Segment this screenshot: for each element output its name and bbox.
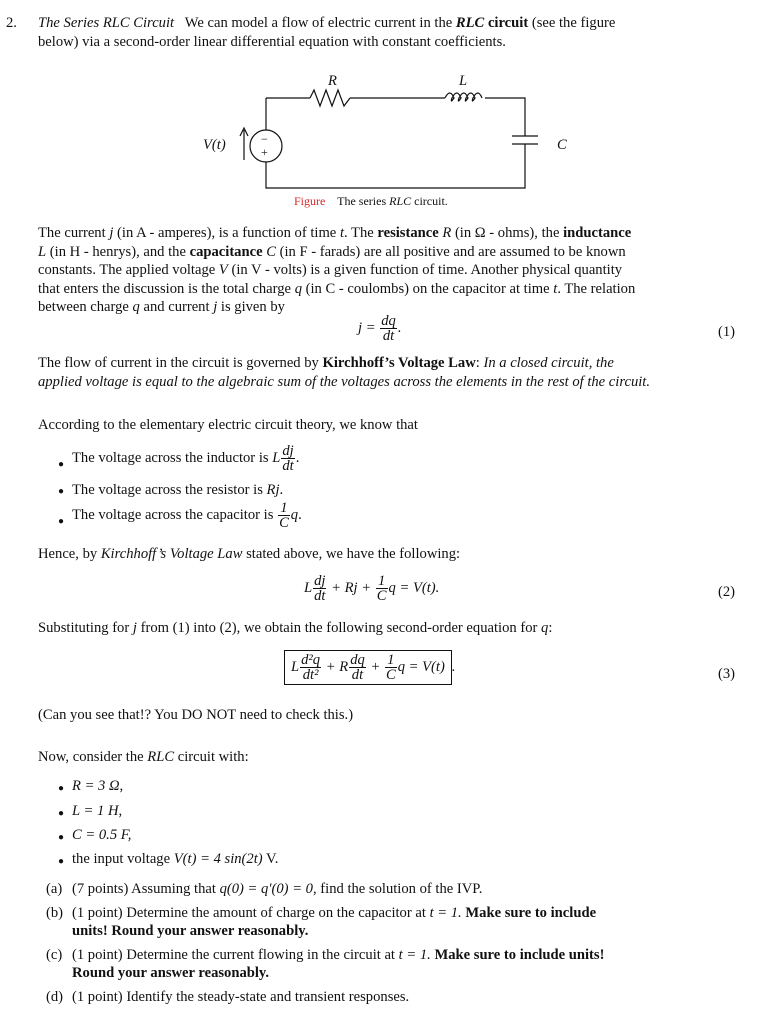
para-line-1: The current j (in A - amperes), is a function of time t. The resistance R (in Ω - ohms), the inductance: [38, 225, 632, 241]
bullet-3: ●: [58, 516, 65, 527]
equation-2: L $\frac{dj}{dt}$ + Rj + $\frac{1}{C}$ q = V(t).: [304, 573, 440, 604]
part-a-tag: (a): [46, 881, 63, 897]
part-c-tag: (c): [46, 947, 63, 963]
problem-intro: The Series RLC Circuit We can model a flow of electric current in the RLC circuit (see the figure: [38, 15, 616, 31]
para-line-2: L (in H - henrys), and the capacitance C (in F - farads) are all positive and are assumed to be known: [38, 244, 626, 260]
equation-1: j = $\frac{dq}{dt}$ .: [358, 313, 402, 344]
param-R: R = 3 Ω,: [72, 778, 124, 794]
source-minus-sign: −: [261, 132, 268, 146]
part-a: (7 points) Assuming that q(0) = q′(0) = 0, find the solution of the IVP.: [72, 881, 483, 897]
bullet-C: ●: [58, 832, 65, 843]
equation-3-number: (3): [717, 666, 735, 682]
label-L: L: [459, 73, 468, 89]
inductor-symbol: [445, 93, 482, 101]
hence-line: Hence, by Kirchhoff’s Voltage Law stated above, we have the following:: [38, 546, 461, 562]
theory-intro: According to the elementary electric circuit theory, we know that: [38, 417, 418, 433]
bullet-2: ●: [58, 486, 65, 497]
equation-1-number: (1): [717, 324, 735, 340]
capacitor-symbol: [512, 136, 538, 144]
part-c-line2: Round your answer reasonably.: [72, 965, 270, 981]
problem-number: 2.: [6, 15, 17, 31]
rlc-circuit-diagram: [190, 64, 580, 192]
source-plus-sign: +: [261, 145, 268, 159]
para-line-3: constants. The applied voltage V (in V - volts) is a given function of time. Another physical quantity: [38, 262, 623, 278]
capacitor-voltage-item: The voltage across the capacitor is $\frac{1}{C}$ q.: [72, 500, 302, 531]
part-b-line2: units! Round your answer reasonably.: [72, 923, 309, 939]
part-d-tag: (d): [46, 989, 64, 1005]
equation-3: L $\frac{\text{d²q}}{\text{dt²}}$ + R $\frac{dq}{dt}$ + $\frac{1}{C}$ q = V(t) .: [284, 650, 455, 685]
part-b: (1 point) Determine the amount of charge on the capacitor at t = 1. Make sure to include: [72, 905, 597, 921]
para-line-4: that enters the discussion is the total charge q (in C - coulombs) on the capacitor at time t. The relation: [38, 281, 636, 297]
consider-line: Now, consider the RLC circuit with:: [38, 749, 249, 765]
equation-2-number: (2): [717, 584, 735, 600]
kvl-line-1: The flow of current in the circuit is governed by Kirchhoff’s Voltage Law: In a closed circuit, the: [38, 355, 614, 371]
kvl-line-2: applied voltage is equal to the algebraic sum of the voltages across the elements in the rest of the circuit.: [38, 374, 651, 390]
label-C: C: [557, 137, 567, 153]
part-d: (1 point) Identify the steady-state and transient responses.: [72, 989, 410, 1005]
resistor-voltage-item: The voltage across the resistor is Rj.: [72, 482, 284, 498]
param-C: C = 0.5 F,: [72, 827, 132, 843]
label-R: R: [328, 73, 337, 89]
problem-intro-line2: below) via a second-order linear differential equation with constant coefficients.: [38, 34, 506, 50]
problem-title: The Series RLC Circuit: [38, 15, 175, 31]
resistor-symbol: [310, 90, 350, 106]
bullet-R: ●: [58, 783, 65, 794]
part-b-tag: (b): [46, 905, 64, 921]
para-line-5: between charge q and current j is given by: [38, 299, 285, 315]
param-V: the input voltage V(t) = 4 sin(2t) V.: [72, 851, 279, 867]
figure-caption: Figure The series RLC circuit.: [294, 194, 448, 208]
inductor-voltage-item: The voltage across the inductor is L $\frac{dj}{dt}$ .: [72, 443, 300, 474]
note-line: (Can you see that!? You DO NOT need to check this.): [38, 707, 354, 723]
bullet-L: ●: [58, 808, 65, 819]
bullet-V: ●: [58, 856, 65, 867]
substitution-line: Substituting for j from (1) into (2), we obtain the following second-order equation for q:: [38, 620, 553, 636]
param-L: L = 1 H,: [72, 803, 123, 819]
part-c: (1 point) Determine the current flowing in the circuit at t = 1. Make sure to include units!: [72, 947, 605, 963]
label-V: V(t): [203, 137, 226, 153]
bullet-1: ●: [58, 459, 65, 470]
